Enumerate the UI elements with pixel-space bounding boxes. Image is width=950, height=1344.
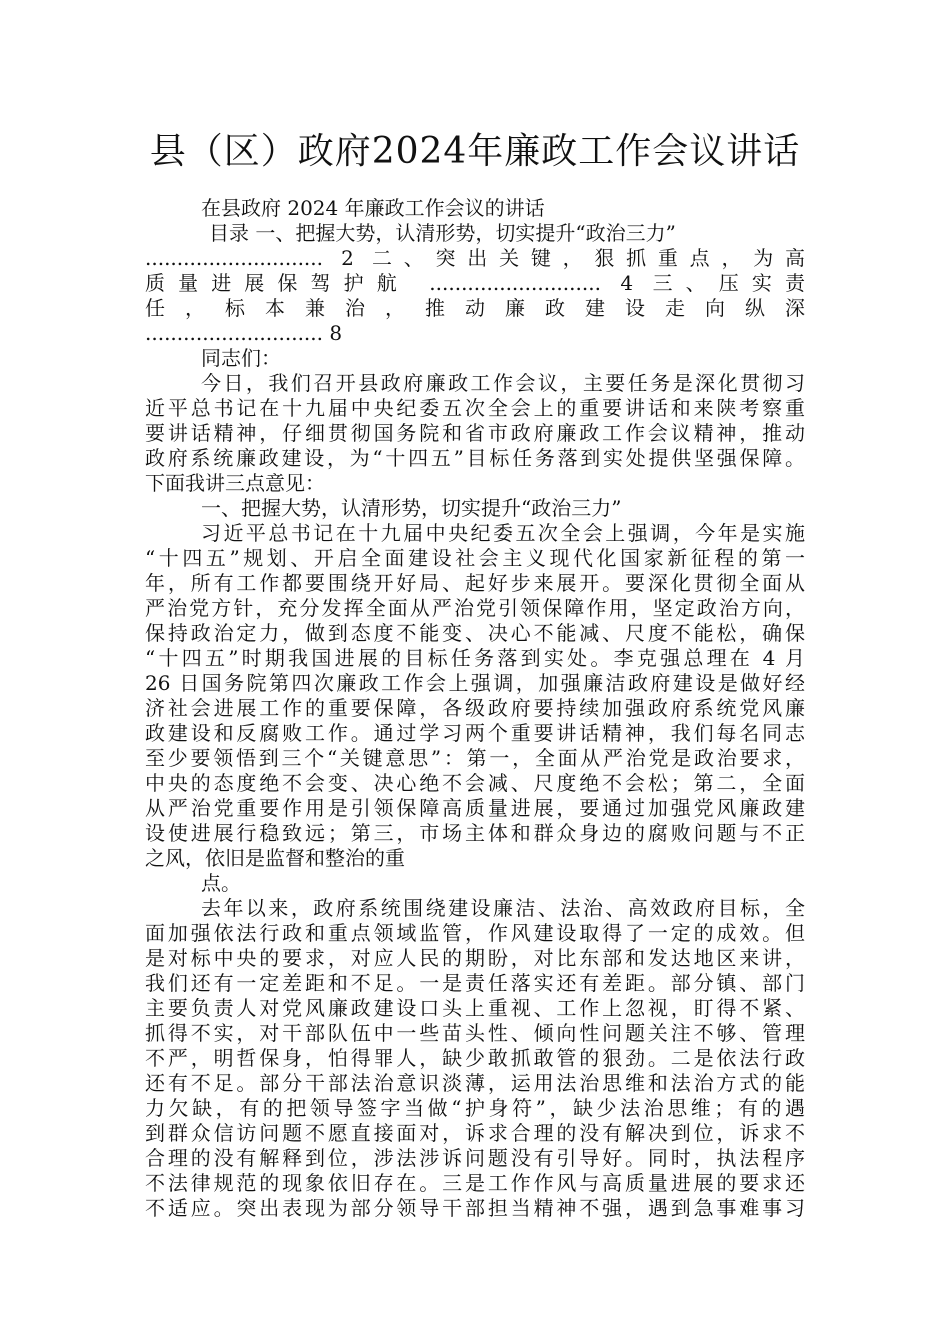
body-line: 点。 xyxy=(201,871,241,895)
body-line: 去年以来，政府系统围绕建设廉洁、法治、高效政府目标，全 xyxy=(201,896,805,920)
body-line: 近平总书记在十九届中央纪委五次全会上的重要讲话和来陕考察重 xyxy=(145,396,805,420)
body-line: 不适应。突出表现为部分领导干部担当精神不强，遇到急事难事习 xyxy=(145,1196,805,1220)
body-line: 力欠缺，有的把领导签字当做“护身符”，缺少法治思维；有的遇 xyxy=(145,1096,805,1120)
body-line: 我们还有一定差距和不足。一是责任落实还有差距。部分镇、部门 xyxy=(145,971,805,995)
subtitle-line: 在县政府 2024 年廉政工作会议的讲话 xyxy=(201,196,545,220)
body-line: 抓得不实，对干部队伍中一些苗头性、倾向性问题关注不够、管理 xyxy=(145,1021,805,1045)
body-line: 至少要领悟到三个“关键意思”：第一，全面从严治党是政治要求， xyxy=(145,746,805,770)
salutation: 同志们： xyxy=(201,346,281,370)
body-line: 习近平总书记在十九届中央纪委五次全会上强调，今年是实施 xyxy=(201,521,805,545)
toc-line: ............................ 2 二、突出关键，狠抓重点，为高 xyxy=(145,246,805,270)
body-line: 保持政治定力，做到态度不能变、决心不能减、尺度不能松，确保 xyxy=(145,621,805,645)
toc-line: 任 ， 标 本 兼 治 ， 推 动 廉 政 建 设 走 向 纵 深 xyxy=(145,296,805,320)
body-line: 是对标中央的要求，对应人民的期盼，对比东部和发达地区来讲， xyxy=(145,946,805,970)
body-line: 从严治党重要作用是引领保障高质量进展，要通过加强党风廉政建 xyxy=(145,796,805,820)
body-line: 26 日国务院第四次廉政工作会上强调，加强廉洁政府建设是做好经 xyxy=(145,671,805,695)
body-line: 今日，我们召开县政府廉政工作会议，主要任务是深化贯彻习 xyxy=(201,371,805,395)
body-line: 济社会进展工作的重要保障，各级政府要持续加强政府系统党风廉 xyxy=(145,696,805,720)
body-line: 主要负责人对党风廉政建设口头上重视、工作上忽视，盯得不紧、 xyxy=(145,996,805,1020)
body-line: 政府系统廉政建设，为“十四五”目标任务落到实处提供坚强保障。 xyxy=(145,446,805,470)
body-line: 设使进展行稳致远；第三，市场主体和群众身边的腐败问题与不正 xyxy=(145,821,805,845)
body-line: 严治党方针，充分发挥全面从严治党引领保障作用，坚定政治方向， xyxy=(145,596,805,620)
body-line: “十四五”规划、开启全面建设社会主义现代化国家新征程的第一 xyxy=(145,546,805,570)
body-line: 下面我讲三点意见： xyxy=(145,471,325,495)
body-line: 面加强依法行政和重点领域监管，作风建设取得了一定的成效。但 xyxy=(145,921,805,945)
body-line: 年，所有工作都要围绕开好局、起好步来展开。要深化贯彻全面从 xyxy=(145,571,805,595)
body-line: 合理的没有解释到位，涉法涉诉问题没有引导好。同时，执法程序 xyxy=(145,1146,805,1170)
toc-line: ............................ 8 xyxy=(145,321,343,345)
body-line: 还有不足。部分干部法治意识淡薄，运用法治思维和法治方式的能 xyxy=(145,1071,805,1095)
body-line: 要讲话精神，仔细贯彻国务院和省市政府廉政工作会议精神，推动 xyxy=(145,421,805,445)
body-line: 之风，依旧是监督和整治的重 xyxy=(145,846,405,870)
body-line: 政建设和反腐败工作。通过学习两个重要讲话精神，我们每名同志 xyxy=(145,721,805,745)
body-line: 不法律规范的现象依旧存在。三是工作作风与高质量进展的要求还 xyxy=(145,1171,805,1195)
toc-line: 目录 一、把握大势，认清形势，切实提升“政治三力” xyxy=(209,221,676,245)
toc-line: 质量进展保驾护航 ........................... 4 三、压实责 xyxy=(145,271,805,295)
document-page xyxy=(145,128,805,1221)
section-heading: 一、把握大势，认清形势，切实提升“政治三力” xyxy=(201,496,622,520)
body-line: 不严，明哲保身，怕得罪人，缺少敢抓敢管的狠劲。二是依法行政 xyxy=(145,1046,805,1070)
body-line: 到群众信访问题不愿直接面对，诉求合理的没有解决到位，诉求不 xyxy=(145,1121,805,1145)
body-line: “十四五”时期我国进展的目标任务落到实处。李克强总理在 4 月 xyxy=(145,646,805,670)
body-line: 中央的态度绝不会变、决心绝不会减、尺度绝不会松；第二，全面 xyxy=(145,771,805,795)
document-title: 县（区）政府2024年廉政工作会议讲话 xyxy=(149,131,801,172)
